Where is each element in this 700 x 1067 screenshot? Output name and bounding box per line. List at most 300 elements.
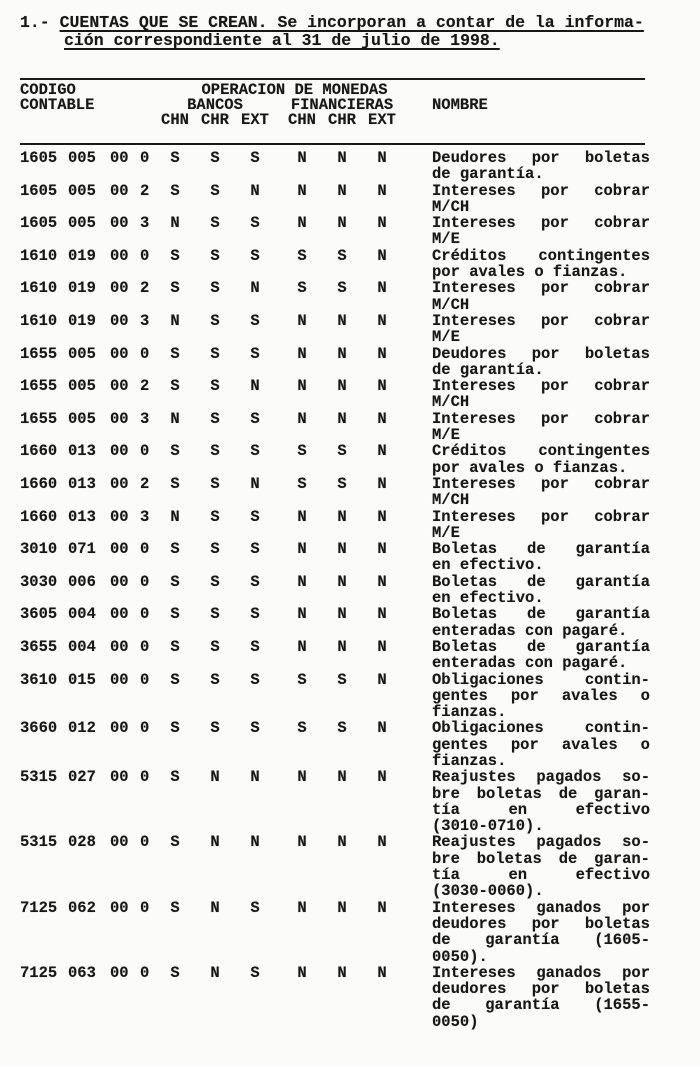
nombre-cell (432, 900, 650, 965)
code-cell-4: 0 (140, 572, 150, 591)
financieras-flag-chn: S (297, 474, 307, 493)
nombre-line: M/E (432, 328, 460, 347)
financieras-flag-chn: S (297, 670, 307, 689)
financieras-flag-ext: N (377, 605, 387, 624)
bancos-flag-chn: N (170, 311, 180, 330)
financieras-flag-chn: N (297, 963, 307, 982)
nombre-line: Intereses por cobrar (432, 214, 650, 233)
nombre-line: Intereses por cobrar (432, 507, 650, 526)
header-codigo: CODIGO (20, 81, 76, 99)
bancos-flag-chr: S (210, 605, 220, 624)
table-row (20, 346, 700, 379)
nombre-line: Intereses por cobrar (432, 181, 650, 200)
code-cell-2: 004 (68, 637, 96, 656)
table-row (20, 215, 700, 248)
code-cell-3: 00 (110, 963, 129, 982)
code-cell-1: 1655 (20, 409, 58, 428)
nombre-line: Intereses por cobrar (432, 377, 650, 396)
bancos-flag-ext: S (250, 898, 260, 917)
table-row (20, 574, 700, 607)
code-cell-2: 062 (68, 898, 96, 917)
nombre-cell (432, 834, 650, 899)
financieras-flag-chr: N (337, 344, 347, 363)
nombre-line: de garantía (1605- (432, 931, 650, 950)
nombre-cell (432, 346, 650, 379)
code-cell-2: 005 (68, 344, 96, 363)
financieras-flag-chn: N (297, 344, 307, 363)
bancos-flag-chn: S (170, 540, 180, 559)
code-cell-4: 0 (140, 344, 150, 363)
financieras-flag-ext: N (377, 377, 387, 396)
financieras-flag-chr: S (337, 719, 347, 738)
financieras-flag-ext: N (377, 898, 387, 917)
table-body (20, 145, 700, 1030)
nombre-line: enteradas con pagaré. (432, 654, 628, 673)
bancos-flag-chr: S (210, 214, 220, 233)
nombre-line: M/CH (432, 393, 470, 412)
bancos-flag-ext: S (250, 246, 260, 265)
financieras-flag-chr: N (337, 377, 347, 396)
code-cell-2: 005 (68, 377, 96, 396)
table-row (20, 965, 700, 1030)
header-contable: CONTABLE (20, 96, 95, 114)
code-cell-3: 00 (110, 572, 129, 591)
code-cell-4: 0 (140, 898, 150, 917)
bancos-flag-chn: S (170, 833, 180, 852)
code-cell-4: 3 (140, 311, 150, 330)
header-nombre: NOMBRE (432, 96, 488, 114)
nombre-line: de garantía. (432, 360, 544, 379)
financieras-flag-ext: N (377, 442, 387, 461)
bancos-flag-ext: S (250, 442, 260, 461)
code-cell-3: 00 (110, 540, 129, 559)
table-row (20, 150, 700, 183)
bancos-flag-ext: S (250, 344, 260, 363)
header-financieras-chn: CHN (288, 111, 316, 129)
code-cell-1: 1660 (20, 507, 58, 526)
financieras-flag-chn: N (297, 637, 307, 656)
table-row (20, 443, 700, 476)
code-cell-1: 1660 (20, 442, 58, 461)
code-cell-1: 1605 (20, 214, 58, 233)
nombre-line: fianzas. (432, 703, 507, 722)
financieras-flag-chn: N (297, 605, 307, 624)
nombre-line: Reajustes pagados so- (432, 833, 650, 852)
nombre-line: por avales o fianzas. (432, 263, 628, 282)
nombre-cell (432, 769, 650, 834)
code-cell-3: 00 (110, 246, 129, 265)
table-header-line3 (20, 113, 645, 128)
header-financieras-ext: EXT (368, 111, 396, 129)
nombre-line: M/CH (432, 197, 470, 216)
code-cell-4: 0 (140, 670, 150, 689)
table-row (20, 378, 700, 411)
bancos-flag-ext: S (250, 670, 260, 689)
code-cell-2: 005 (68, 214, 96, 233)
bancos-flag-chn: S (170, 719, 180, 738)
nombre-line: Boletas de garantía (432, 637, 650, 656)
code-cell-4: 2 (140, 474, 150, 493)
financieras-flag-ext: N (377, 344, 387, 363)
code-cell-4: 0 (140, 605, 150, 624)
code-cell-1: 1610 (20, 311, 58, 330)
bancos-flag-chn: N (170, 214, 180, 233)
table-row (20, 834, 700, 899)
code-cell-1: 1610 (20, 279, 58, 298)
code-cell-3: 00 (110, 214, 129, 233)
section-title-text: CUENTAS QUE SE CREAN. Se incorporan a contar de la informa- (59, 13, 644, 32)
financieras-flag-chr: S (337, 246, 347, 265)
code-cell-2: 028 (68, 833, 96, 852)
code-cell-1: 3610 (20, 670, 58, 689)
table-row (20, 769, 700, 834)
bancos-flag-chn: S (170, 181, 180, 200)
nombre-cell (432, 411, 650, 444)
table-row (20, 509, 700, 542)
code-cell-4: 0 (140, 833, 150, 852)
nombre-cell (432, 248, 650, 281)
bancos-flag-chr: N (210, 768, 220, 787)
nombre-line: Intereses por cobrar (432, 474, 650, 493)
nombre-cell (432, 720, 650, 769)
bancos-flag-chr: S (210, 670, 220, 689)
bancos-flag-ext: N (250, 377, 260, 396)
financieras-flag-chn: N (297, 181, 307, 200)
bancos-flag-chr: S (210, 572, 220, 591)
table-row (20, 606, 700, 639)
code-cell-2: 012 (68, 719, 96, 738)
bancos-flag-chr: S (210, 540, 220, 559)
financieras-flag-chn: S (297, 246, 307, 265)
bancos-flag-chn: S (170, 768, 180, 787)
header-bancos-chn: CHN (161, 111, 189, 129)
nombre-line: Obligaciones contin- (432, 719, 650, 738)
bancos-flag-ext: N (250, 279, 260, 298)
nombre-line: en efectivo. (432, 589, 544, 608)
bancos-flag-chn: S (170, 246, 180, 265)
bancos-flag-chr: S (210, 311, 220, 330)
table-row (20, 639, 700, 672)
bancos-flag-chn: S (170, 670, 180, 689)
financieras-flag-chr: N (337, 540, 347, 559)
financieras-flag-chr: N (337, 507, 347, 526)
nombre-line: (3010-0710). (432, 817, 544, 836)
bancos-flag-chr: S (210, 149, 220, 167)
nombre-cell (432, 183, 650, 216)
financieras-flag-chr: N (337, 311, 347, 330)
nombre-line: bre boletas de garan- (432, 849, 650, 868)
nombre-line: M/CH (432, 491, 470, 510)
bancos-flag-chr: S (210, 719, 220, 738)
nombre-cell (432, 313, 650, 346)
financieras-flag-chn: N (297, 409, 307, 428)
bancos-flag-chn: N (170, 409, 180, 428)
financieras-flag-chn: S (297, 442, 307, 461)
header-operacion-de-monedas: OPERACION DE MONEDAS (201, 81, 388, 99)
table-header (20, 78, 645, 145)
code-cell-2: 013 (68, 474, 96, 493)
code-cell-2: 013 (68, 507, 96, 526)
bancos-flag-ext: S (250, 572, 260, 591)
code-cell-1: 1605 (20, 149, 58, 167)
bancos-flag-chn: S (170, 963, 180, 982)
nombre-cell (432, 965, 650, 1030)
nombre-cell (432, 280, 650, 313)
nombre-cell (432, 378, 650, 411)
nombre-cell (432, 150, 650, 183)
bancos-flag-chn: S (170, 572, 180, 591)
code-cell-2: 071 (68, 540, 96, 559)
code-cell-2: 005 (68, 409, 96, 428)
code-cell-4: 2 (140, 181, 150, 200)
financieras-flag-chn: N (297, 540, 307, 559)
code-cell-4: 2 (140, 279, 150, 298)
nombre-line: tía en efectivo (432, 800, 650, 819)
bancos-flag-chr: S (210, 246, 220, 265)
code-cell-1: 3660 (20, 719, 58, 738)
bancos-flag-chr: S (210, 279, 220, 298)
code-cell-3: 00 (110, 377, 129, 396)
financieras-flag-ext: N (377, 214, 387, 233)
financieras-flag-chr: N (337, 768, 347, 787)
code-cell-2: 019 (68, 279, 96, 298)
nombre-cell (432, 672, 650, 721)
code-cell-3: 00 (110, 898, 129, 917)
code-cell-1: 3655 (20, 637, 58, 656)
code-cell-3: 00 (110, 149, 129, 167)
code-cell-1: 7125 (20, 898, 58, 917)
nombre-line: Intereses ganados por (432, 963, 650, 982)
bancos-flag-chr: S (210, 344, 220, 363)
code-cell-4: 0 (140, 149, 150, 167)
code-cell-3: 00 (110, 474, 129, 493)
bancos-flag-ext: S (250, 637, 260, 656)
header-financieras-chr: CHR (328, 111, 356, 129)
nombre-cell (432, 606, 650, 639)
code-cell-4: 0 (140, 719, 150, 738)
code-cell-3: 00 (110, 344, 129, 363)
code-cell-1: 3605 (20, 605, 58, 624)
code-cell-1: 1610 (20, 246, 58, 265)
financieras-flag-ext: N (377, 181, 387, 200)
code-cell-4: 2 (140, 377, 150, 396)
code-cell-3: 00 (110, 181, 129, 200)
financieras-flag-ext: N (377, 474, 387, 493)
code-cell-4: 0 (140, 963, 150, 982)
table-row (20, 672, 700, 721)
table-row (20, 541, 700, 574)
code-cell-1: 5315 (20, 768, 58, 787)
nombre-line: en efectivo. (432, 556, 544, 575)
financieras-flag-chr: N (337, 181, 347, 200)
nombre-line: Créditos contingentes (432, 442, 650, 461)
nombre-line: Boletas de garantía (432, 540, 650, 559)
bancos-flag-ext: S (250, 311, 260, 330)
code-cell-3: 00 (110, 311, 129, 330)
code-cell-2: 006 (68, 572, 96, 591)
nombre-line: por avales o fianzas. (432, 458, 628, 477)
code-cell-2: 005 (68, 149, 96, 167)
header-bancos-chr: CHR (201, 111, 229, 129)
financieras-flag-chr: S (337, 670, 347, 689)
bancos-flag-ext: S (250, 540, 260, 559)
nombre-cell (432, 476, 650, 509)
financieras-flag-chn: N (297, 149, 307, 167)
nombre-line: Intereses por cobrar (432, 311, 650, 330)
nombre-line: Intereses por cobrar (432, 279, 650, 298)
code-cell-4: 0 (140, 246, 150, 265)
table-row (20, 476, 700, 509)
bancos-flag-chr: S (210, 507, 220, 526)
section-title-line1 (20, 14, 700, 32)
nombre-line: deudores por boletas (432, 914, 650, 933)
nombre-cell (432, 215, 650, 248)
financieras-flag-chr: S (337, 474, 347, 493)
financieras-flag-ext: N (377, 670, 387, 689)
financieras-flag-chr: N (337, 898, 347, 917)
bancos-flag-ext: S (250, 507, 260, 526)
bancos-flag-chn: S (170, 442, 180, 461)
bancos-flag-ext: S (250, 149, 260, 167)
code-cell-1: 7125 (20, 963, 58, 982)
header-bancos: BANCOS (187, 96, 243, 114)
financieras-flag-chn: N (297, 377, 307, 396)
code-cell-2: 015 (68, 670, 96, 689)
bancos-flag-chr: S (210, 377, 220, 396)
financieras-flag-chr: N (337, 149, 347, 167)
bancos-flag-chn: S (170, 149, 180, 167)
nombre-line: enteradas con pagaré. (432, 621, 628, 640)
header-financieras: FINANCIERAS (290, 96, 394, 114)
code-cell-2: 004 (68, 605, 96, 624)
nombre-line: (3030-0060). (432, 882, 544, 901)
section-number: 1.- (20, 13, 50, 32)
section-title-line2: ción correspondiente al 31 de julio de 1998. (64, 31, 500, 50)
code-cell-2: 013 (68, 442, 96, 461)
nombre-line: 0050) (432, 1012, 479, 1031)
financieras-flag-ext: N (377, 833, 387, 852)
nombre-line: de garantía (1655- (432, 996, 650, 1015)
nombre-line: Boletas de garantía (432, 572, 650, 591)
code-cell-1: 1655 (20, 377, 58, 396)
nombre-line: Boletas de garantía (432, 605, 650, 624)
nombre-cell (432, 443, 650, 476)
nombre-line: M/CH (432, 295, 470, 314)
bancos-flag-chr: S (210, 181, 220, 200)
financieras-flag-chr: N (337, 605, 347, 624)
bancos-flag-ext: S (250, 409, 260, 428)
financieras-flag-chr: S (337, 279, 347, 298)
nombre-line: Créditos contingentes (432, 246, 650, 265)
nombre-line: gentes por avales o (432, 735, 650, 754)
financieras-flag-ext: N (377, 409, 387, 428)
code-cell-3: 00 (110, 833, 129, 852)
table-row (20, 313, 700, 346)
financieras-flag-chr: N (337, 409, 347, 428)
code-cell-3: 00 (110, 637, 129, 656)
bancos-flag-chn: S (170, 605, 180, 624)
financieras-flag-chn: S (297, 719, 307, 738)
financieras-flag-ext: N (377, 963, 387, 982)
bancos-flag-chn: S (170, 474, 180, 493)
code-cell-3: 00 (110, 279, 129, 298)
code-cell-4: 0 (140, 768, 150, 787)
financieras-flag-chr: N (337, 214, 347, 233)
nombre-line: Obligaciones contin- (432, 670, 650, 689)
bancos-flag-chn: S (170, 344, 180, 363)
code-cell-2: 005 (68, 181, 96, 200)
nombre-cell (432, 574, 650, 607)
bancos-flag-chn: N (170, 507, 180, 526)
bancos-flag-ext: N (250, 474, 260, 493)
financieras-flag-ext: N (377, 768, 387, 787)
bancos-flag-ext: S (250, 214, 260, 233)
nombre-line: M/E (432, 230, 460, 249)
nombre-line: fianzas. (432, 751, 507, 770)
nombre-cell (432, 509, 650, 542)
table-row (20, 900, 700, 965)
code-cell-4: 3 (140, 409, 150, 428)
code-cell-4: 0 (140, 540, 150, 559)
code-cell-1: 3010 (20, 540, 58, 559)
financieras-flag-chn: N (297, 833, 307, 852)
financieras-flag-chr: N (337, 572, 347, 591)
nombre-line: Reajustes pagados so- (432, 768, 650, 787)
code-cell-3: 00 (110, 670, 129, 689)
nombre-line: de garantía. (432, 165, 544, 184)
code-cell-2: 019 (68, 246, 96, 265)
code-cell-1: 1605 (20, 181, 58, 200)
financieras-flag-ext: N (377, 507, 387, 526)
financieras-flag-chr: N (337, 963, 347, 982)
financieras-flag-chn: S (297, 279, 307, 298)
code-cell-2: 019 (68, 311, 96, 330)
nombre-line: tía en efectivo (432, 866, 650, 885)
bancos-flag-chn: S (170, 279, 180, 298)
bancos-flag-chr: N (210, 833, 220, 852)
bancos-flag-chr: N (210, 898, 220, 917)
bancos-flag-ext: S (250, 963, 260, 982)
code-cell-3: 00 (110, 409, 129, 428)
financieras-flag-ext: N (377, 540, 387, 559)
nombre-cell (432, 639, 650, 672)
financieras-flag-chn: N (297, 768, 307, 787)
nombre-line: bre boletas de garan- (432, 784, 650, 803)
nombre-line: gentes por avales o (432, 686, 650, 705)
code-cell-2: 027 (68, 768, 96, 787)
nombre-line: Deudores por boletas (432, 149, 650, 167)
bancos-flag-chr: N (210, 963, 220, 982)
code-cell-1: 3030 (20, 572, 58, 591)
nombre-line: M/E (432, 523, 460, 542)
nombre-cell (432, 541, 650, 574)
financieras-flag-chn: N (297, 898, 307, 917)
financieras-flag-chr: S (337, 442, 347, 461)
code-cell-3: 00 (110, 605, 129, 624)
code-cell-4: 0 (140, 637, 150, 656)
bancos-flag-chr: S (210, 474, 220, 493)
table-row (20, 280, 700, 313)
table-row (20, 248, 700, 281)
bancos-flag-chr: S (210, 409, 220, 428)
code-cell-3: 00 (110, 768, 129, 787)
nombre-line: 0050). (432, 947, 488, 966)
financieras-flag-chn: N (297, 507, 307, 526)
financieras-flag-chr: N (337, 637, 347, 656)
code-cell-3: 00 (110, 442, 129, 461)
table-row (20, 720, 700, 769)
nombre-line: Intereses ganados por (432, 898, 650, 917)
